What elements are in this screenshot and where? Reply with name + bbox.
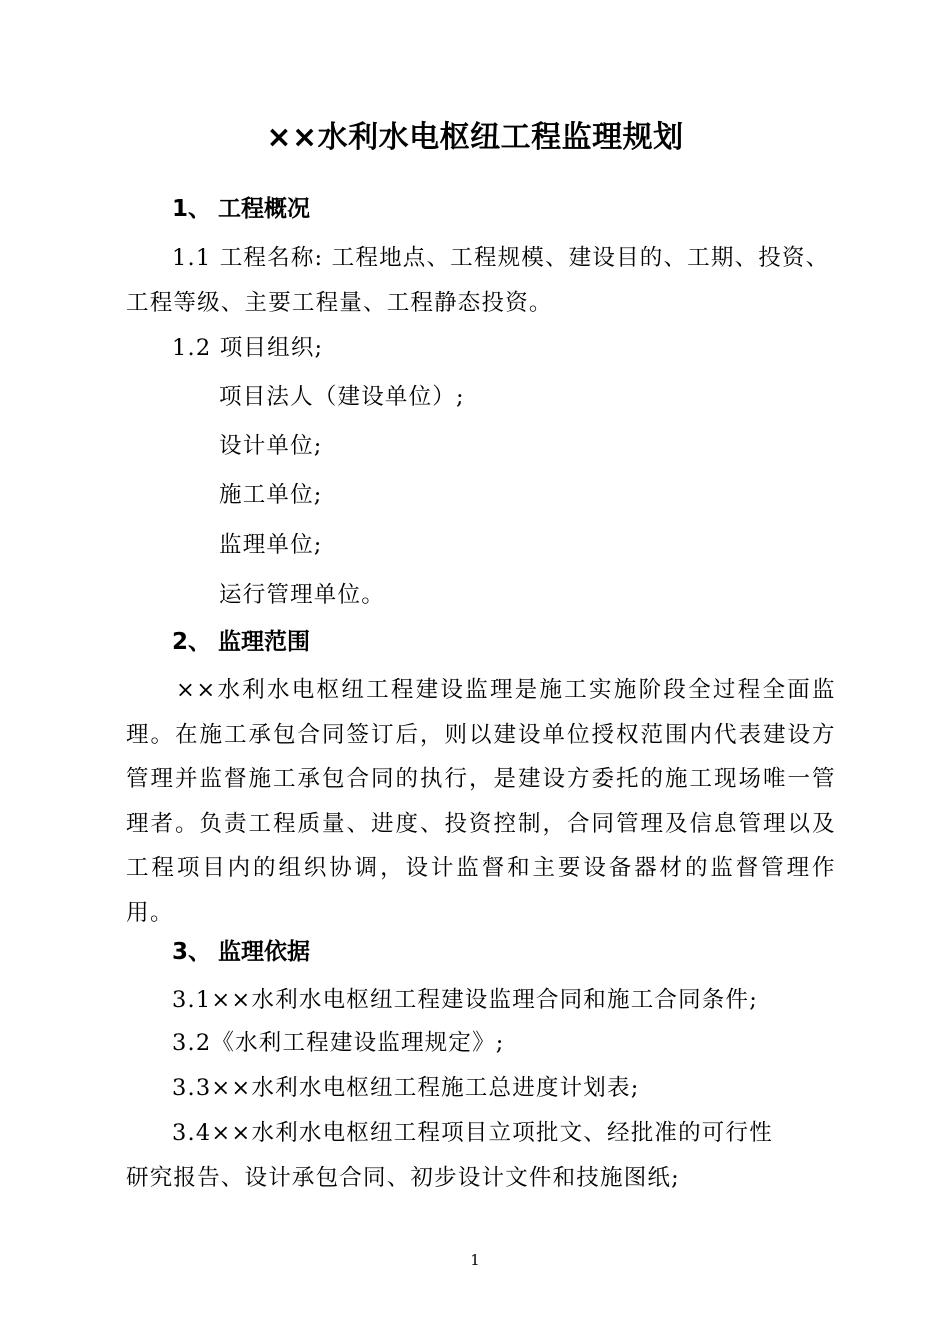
text-line: 工程等级、主要工程量、工程静态投资。 xyxy=(126,290,553,316)
section-heading-overview xyxy=(172,192,310,226)
text-line: 1.1 工程名称: 工程地点、工程规模、建设目的、工期、投资、 xyxy=(172,245,830,271)
text-line: 监理单位; xyxy=(219,532,323,558)
scope-paragraph: ××水利水电枢纽工程建设监理是施工实施阶段全过程全面监理。在施工承包合同签订后，则以建设单位授权范围内代表建设方管理并监督施工承包合同的执行，是建设方委托的施工现场唯一管理者。负责工程质量、进度、投资控制，合同管理及信息管理以及工程项目内的组织协调，设计监督和主要设备器材的监督管理作用。 xyxy=(126,677,836,926)
document-title: ××水利水电枢纽工程监理规划 xyxy=(266,120,684,155)
text-line: 3.1××水利水电枢纽工程建设监理合同和施工合同条件; xyxy=(172,987,758,1013)
text-line: 3.3××水利水电枢纽工程施工总进度计划表; xyxy=(172,1075,640,1101)
page-number: 1 xyxy=(470,1251,480,1269)
text-line: 设计单位; xyxy=(219,433,323,459)
text-line: 项目法人（建设单位）; xyxy=(219,384,465,410)
text-line: 1.2 项目组织; xyxy=(172,335,324,361)
section-number: 1、 xyxy=(172,196,212,222)
text-line: 施工单位; xyxy=(219,482,323,508)
section-number: 3、 xyxy=(172,939,212,965)
text-line: 3.2《水利工程建设监理规定》; xyxy=(172,1030,505,1056)
section-number: 2、 xyxy=(172,629,212,655)
section-title: 监理依据 xyxy=(218,939,310,965)
text-line: 3.4××水利水电枢纽工程项目立项批文、经批准的可行性 xyxy=(172,1120,773,1146)
section-heading-basis xyxy=(172,935,310,969)
text-line: 运行管理单位。 xyxy=(219,582,385,608)
section-heading-scope xyxy=(172,625,310,659)
section-title: 监理范围 xyxy=(218,629,310,655)
text-line: 研究报告、设计承包合同、初步设计文件和技施图纸; xyxy=(126,1165,680,1191)
section-title: 工程概况 xyxy=(218,196,310,222)
